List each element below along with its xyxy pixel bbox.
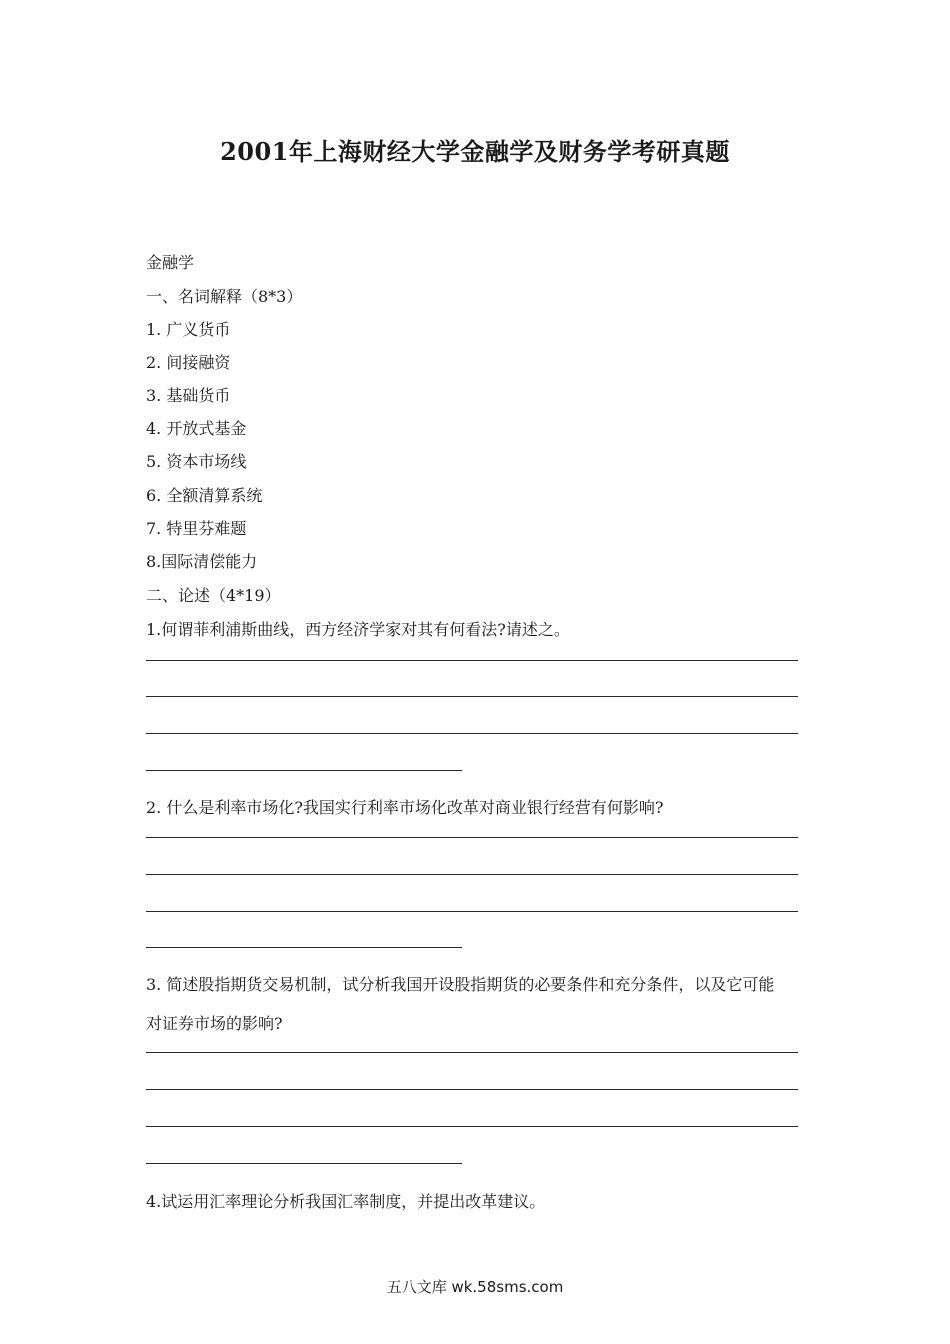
page-title: 2001年上海财经大学金融学及财务学考研真题	[220, 137, 730, 166]
answer-line	[146, 770, 462, 771]
essay-question-3: 3. 简述股指期货交易机制，试分析我国开设股指期货的必要条件和充分条件，以及它可能	[146, 975, 775, 994]
answer-line	[146, 696, 798, 697]
term-item: 7. 特里芬难题	[146, 519, 247, 538]
essay-question-2: 2. 什么是利率市场化?我国实行利率市场化改革对商业银行经营有何影响?	[146, 798, 664, 817]
term-item: 2. 间接融资	[146, 353, 231, 372]
answer-line	[146, 660, 798, 661]
answer-line	[146, 947, 462, 948]
term-item: 1. 广义货币	[146, 320, 231, 339]
essay-question-1: 1.何谓菲利浦斯曲线，西方经济学家对其有何看法?请述之。	[146, 620, 570, 639]
part2-heading: 二、论述（4*19）	[146, 586, 281, 605]
term-item: 5. 资本市场线	[146, 452, 247, 471]
term-item: 4. 开放式基金	[146, 419, 247, 438]
answer-line	[146, 1089, 798, 1090]
essay-question-3-continued: 对证券市场的影响?	[146, 1014, 283, 1033]
answer-line	[146, 874, 798, 875]
footer-watermark: 五八文库 wk.58sms.com	[386, 1278, 564, 1296]
essay-question-4: 4.试运用汇率理论分析我国汇率制度，并提出改革建议。	[146, 1192, 546, 1211]
answer-line	[146, 911, 798, 912]
answer-line	[146, 1163, 462, 1164]
section-heading: 金融学	[146, 253, 195, 272]
term-item: 8.国际清偿能力	[146, 552, 258, 571]
term-item: 6. 全额清算系统	[146, 486, 263, 505]
part1-heading: 一、名词解释（8*3）	[146, 287, 303, 306]
answer-line	[146, 1052, 798, 1053]
answer-line	[146, 733, 798, 734]
answer-line	[146, 837, 798, 838]
answer-line	[146, 1126, 798, 1127]
term-item: 3. 基础货币	[146, 386, 231, 405]
